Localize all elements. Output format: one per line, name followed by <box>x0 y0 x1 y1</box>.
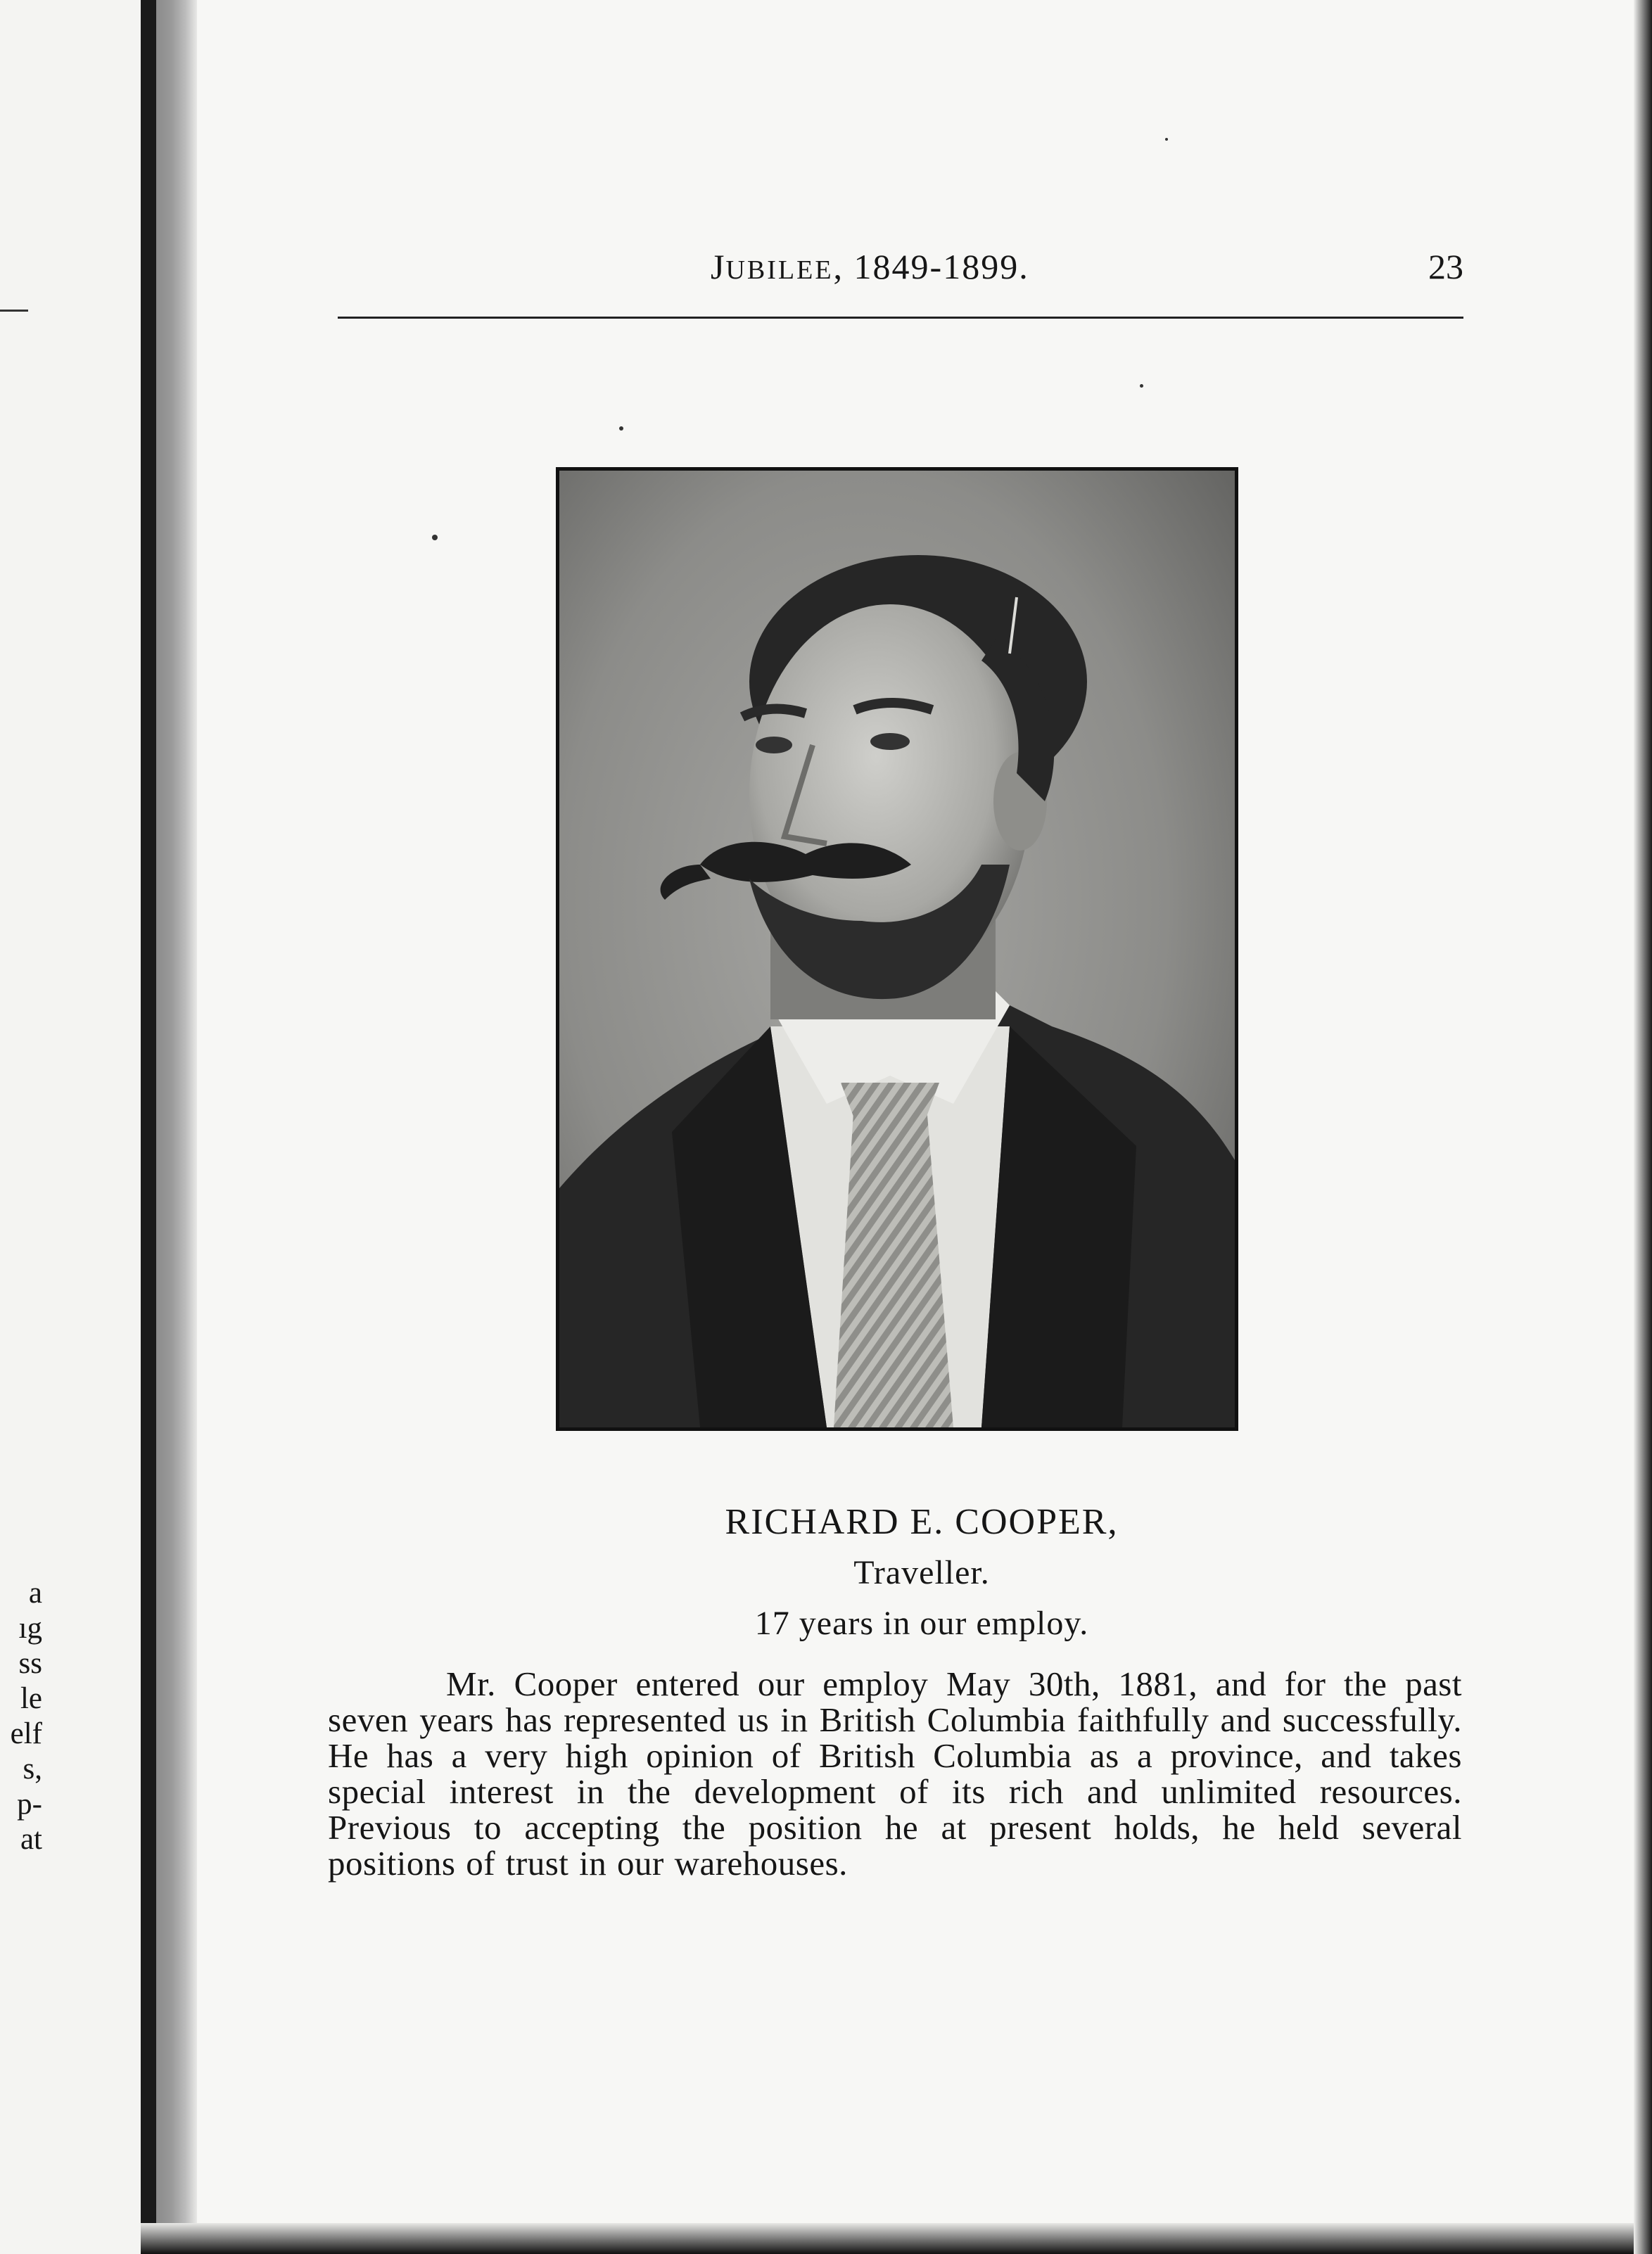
scan-speck <box>1165 138 1168 141</box>
portrait-photograph <box>556 467 1238 1431</box>
portrait-caption <box>338 1497 1463 1649</box>
title-small-caps: UBILEE <box>725 255 834 285</box>
fragment: ıg <box>18 1612 42 1645</box>
fragment: at <box>20 1823 42 1856</box>
fragment: elf <box>10 1717 42 1750</box>
header-rule <box>338 317 1463 319</box>
title-initial: J <box>711 247 726 286</box>
fragment: le <box>20 1682 42 1715</box>
body-paragraph: Mr. Cooper entered our employ May 30th, 1881, and for the past seven years has represented us in British Columbia faithfully and successfully. He has a very high opinion of British Columbia as a province, and takes special interest in the development of its rich and unlimited resources. Previous to accepting the position he at present holds, he held several positions of trust in our warehouses. <box>328 1664 1462 1883</box>
page-right-edge <box>1634 0 1652 2254</box>
scan-speck <box>432 535 438 540</box>
page-bottom-shadow <box>141 2223 1652 2254</box>
caption-role: Traveller. <box>853 1554 990 1591</box>
page-number: 23 <box>1428 247 1463 286</box>
book-gutter-fold <box>141 0 156 2254</box>
portrait-image <box>559 471 1235 1427</box>
caption-tenure: 17 years in our employ. <box>754 1605 1089 1642</box>
title-dates: , 1849-1899. <box>833 247 1029 286</box>
facing-page-rule <box>0 310 28 312</box>
scan-speck <box>1140 384 1143 388</box>
fragment: ss <box>18 1647 42 1680</box>
fragment: s, <box>23 1752 42 1785</box>
facing-page-text-fragments <box>0 1576 42 1857</box>
scan-speck <box>619 426 623 431</box>
fragment: a <box>28 1577 42 1610</box>
caption-name: RICHARD E. COOPER, <box>725 1502 1119 1542</box>
running-header <box>338 246 1463 295</box>
running-head-title <box>711 246 1029 287</box>
fragment: p- <box>17 1788 42 1821</box>
facing-page-edge <box>0 0 141 2254</box>
